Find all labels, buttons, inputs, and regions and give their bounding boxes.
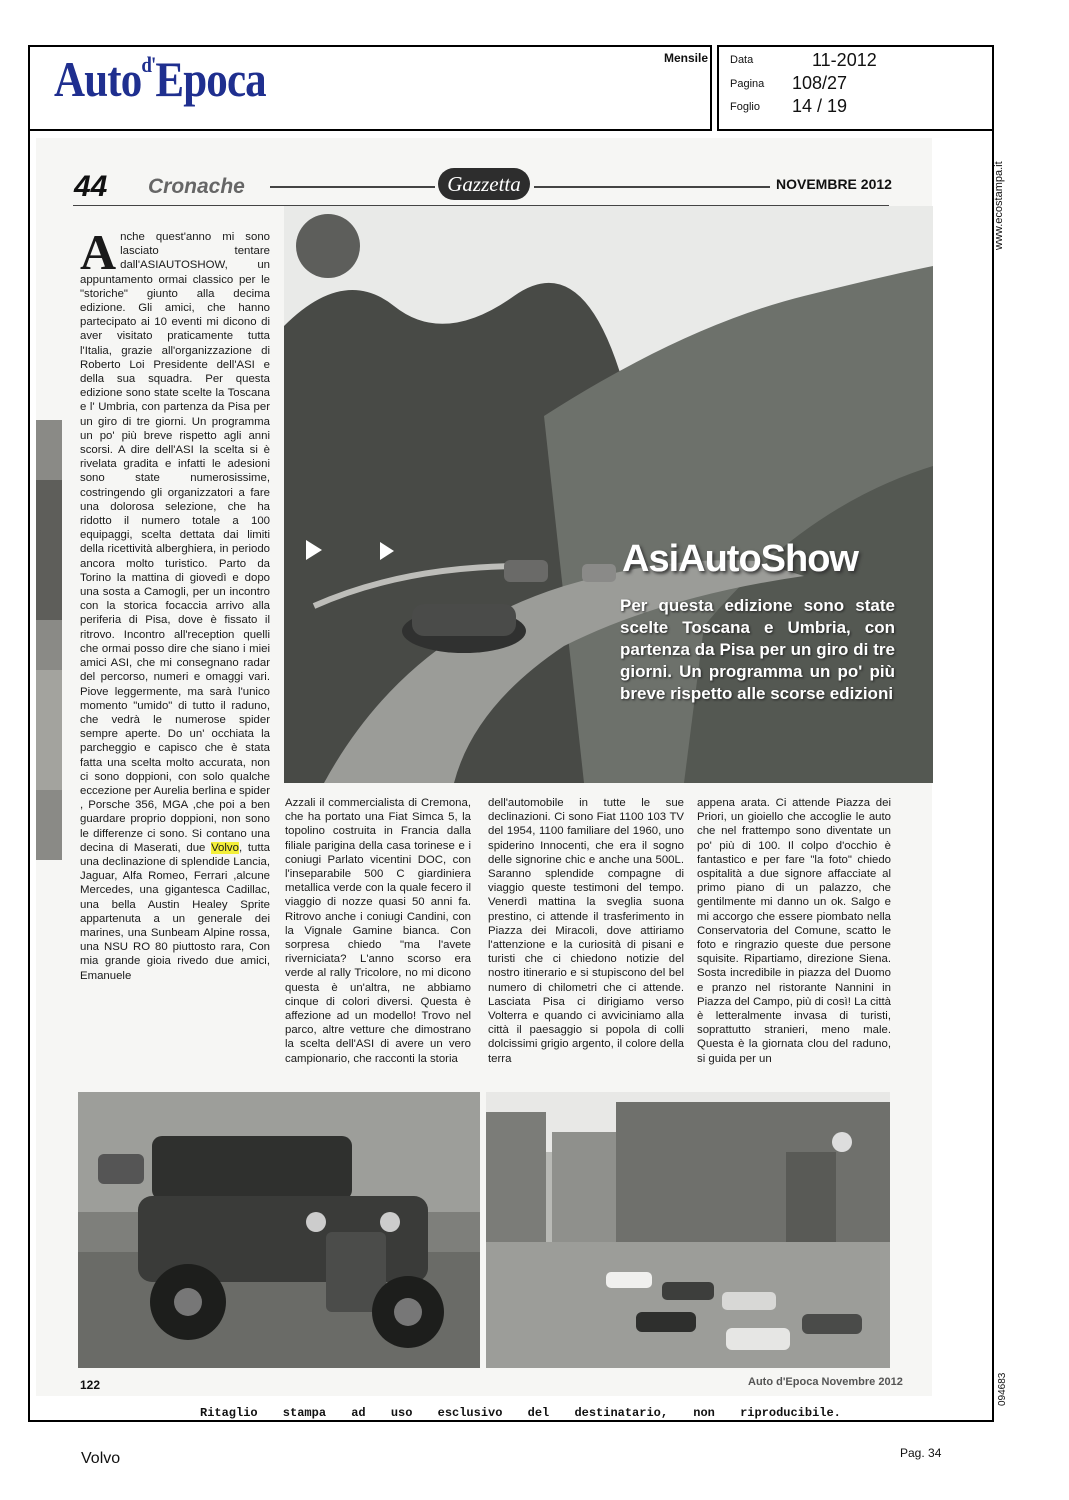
meta-label-pagina: Pagina — [730, 78, 765, 90]
article-section: Cronache — [148, 175, 245, 198]
highlighted-keyword: Volvo — [211, 841, 239, 854]
article-issue: NOVEMBRE 2012 — [776, 176, 892, 192]
col1-text-top: nche quest'anno mi sono lasciato tentare dall'ASIAUTOSHOW, un appuntamento ormai classico per le "storiche" giunto alla decima edizione. Gli amici, che hanno partecipato ai 10 eventi mi dicono di aver visitato praticamente tutta l'Italia, grazie all'organizzazione di Roberto Loi Presidente dell'ASI e della sua squadra. Per questa edizione sono state scelte la Toscana e l' Umbria, con partenza da Pisa per un giro di tre giorni. Un programma un po' più breve rispetto agli anni scorsi. A dire dell'ASI la scelta si è rivelata gradita e infatti le adesioni sono state numerosissime, costringendo gli organizzatori a fare una dolorosa selezione, che ha ridotto il numero totale a 100 equipaggi, scelta dettata dai limiti della ricettività alberghiera, in periodo ancora molto turistico. Parto da Torino la mattina di giovedì e dopo una sosta a Camogli, per un incontro con la storica focaccia arrivo alla periferia di Pisa, dove è fissato il ritrovo. Incontro all'reception quelli che ormai posso dire che siano i miei amici ASI, che mi consegnano radar del percorso, numeri e omaggi vari. Piove leggermente, ma sarà l'unico momento "umido" di tutto il raduno, che vedrà le numerose spider sempre aperte. Do un' occhiata la parcheggio e capisco che è stata fatta una scelta molto accurata, non ci sono doppioni, con solo qualche eccezione per Aurelia berlina e spider , Porsche 356, MGA ,che poi a ben guardare proprio doppioni, non sono le differenze ci sono. Si contano una decina di Maserati, due — [80, 231, 270, 854]
dropcap: A — [80, 230, 117, 280]
side-code: 094683 — [997, 1372, 1008, 1406]
article-column-2 — [285, 796, 471, 1066]
side-url: www.ecostampa.it — [993, 161, 1005, 250]
page-indicator: Pag. 34 — [900, 1446, 942, 1460]
margin-photo-strip — [36, 420, 62, 860]
col2-text: Azzali il commercialista di Cremona, che ha portato una Fiat Simca 5, la topolino costruita in Francia dalla filiale parigina della casa torinese e i coniugi Parlato vicentini DOC, con l'inseparabile 500 C giardiniera metallica verde con la quale fecero il viaggio di nozze quasi 50 anni fa. Ritrovo anche i coniugi Candini, con la Vignale Gamine bianca. Con sorpresa chiedo "ma l'avete riverniciata? L'anno scorso era verde al rally Tricolore, no mi dicono questa è un'altra, ne abbiamo cinque di colori diversi. Questa è affezione ad un modello! Trovo nel parco, altre vetture che dimostrano la scelta dell'ASI di avere un vero campionario, che racconti la storia — [285, 797, 471, 1065]
article-column-1 — [80, 230, 270, 1066]
meta-label-data: Data — [730, 54, 754, 66]
meta-value-foglio: 14 / 19 — [792, 96, 848, 116]
article-column-4 — [697, 796, 891, 1066]
article-subhead: Per questa edizione sono state scelte Toscana e Umbria, con partenza da Pisa per un giro di tre giorni. Un programma un po' più breve rispetto alle scorse edizioni — [620, 596, 895, 703]
copyright-notice: Ritaglio stampa ad uso esclusivo del destinatario, non riproducibile. — [200, 1406, 841, 1420]
meta-value-data: 11-2012 — [812, 50, 877, 70]
col1-text-bottom: , tutta una declinazione di splendide Lancia, Jaguar, Alfa Romeo, Ferrari ,alcune Mercedes, una gigantesca Cadillac, una bella Austin Healey Sprite appartenuta a un generale dei marines, una Sunbeam Alpine rossa, una NSU RO 80 piuttosto rara, Con mia grande gioia rivedo due amici, Emanuele — [80, 841, 270, 982]
magazine-footer-title: Auto d'Epoca Novembre 2012 — [748, 1376, 903, 1388]
keyword-label: Volvo — [81, 1450, 121, 1467]
frequency-label: Mensile — [664, 51, 709, 65]
publication-logo: Auto$^{d'}$Epoca — [54, 51, 266, 107]
article-headline: AsiAutoShow — [622, 538, 858, 580]
article-page-number: 44 — [74, 170, 108, 203]
header-rule-right — [534, 186, 770, 188]
meta-label-foglio: Foglio — [730, 101, 760, 113]
header-rule-left — [270, 186, 435, 188]
magazine-footer-page: 122 — [80, 1378, 101, 1392]
gazzetta-badge: Gazzetta — [438, 168, 530, 200]
photo-vintage-car — [78, 1092, 480, 1368]
col3-text: dell'automobile in tutte le sue declinazioni. Ci sono Fiat 1100 103 TV del 1954, 1100 familiare del 1960, uno spiderino Innocenti, che era il sogno delle signorine chic e anche una 500L. Saranno splendide compagne di viaggio queste testimoni del tempo. Venerdì mattina la sveglia suona prestino, ci attende il trasferimento in Piazza dei Miracoli, dove attiriamo l'attenzione e la curiosità di pisani e turisti che ci chiedono notizie del nostro itinerario e si stupiscono del bel numero di chilometri che ci attende. Lasciata Pisa ci dirigiamo verso Volterra e quando ci avviciniamo alla città il paesaggio si popola di colli dolcissimi grigio argento, il colore della terra — [488, 797, 684, 1065]
photo-piazza — [486, 1092, 890, 1368]
meta-value-pagina: 108/27 — [792, 73, 848, 93]
col4-text: appena arata. Ci attende Piazza dei Priori, un gioiello che accoglie le auto che nel frattempo sono diventate un po' più di 100. Il colpo d'occhio è fantastico e per fare "la foto" chiedo ospitalità a due signore affacciate al primo piano di un palazzo, che gentilmente mi danno un ok. Salgo e mi accorgo che essere piombato nella Conservatoria del Comune, scatto le foto e ringrazio queste due persone squisite. Ripartiamo, direzione Siena. Sosta incredibile in piazza del Duomo e pranzo nel ristorante Nannini in Piazza del Campo, più di così! La città è letteralmente invasa di turisti, soprattutto stranieri, meno male. Questa è la giornata clou del raduno, si guida per un — [697, 797, 891, 1065]
article-column-3 — [488, 796, 684, 1066]
